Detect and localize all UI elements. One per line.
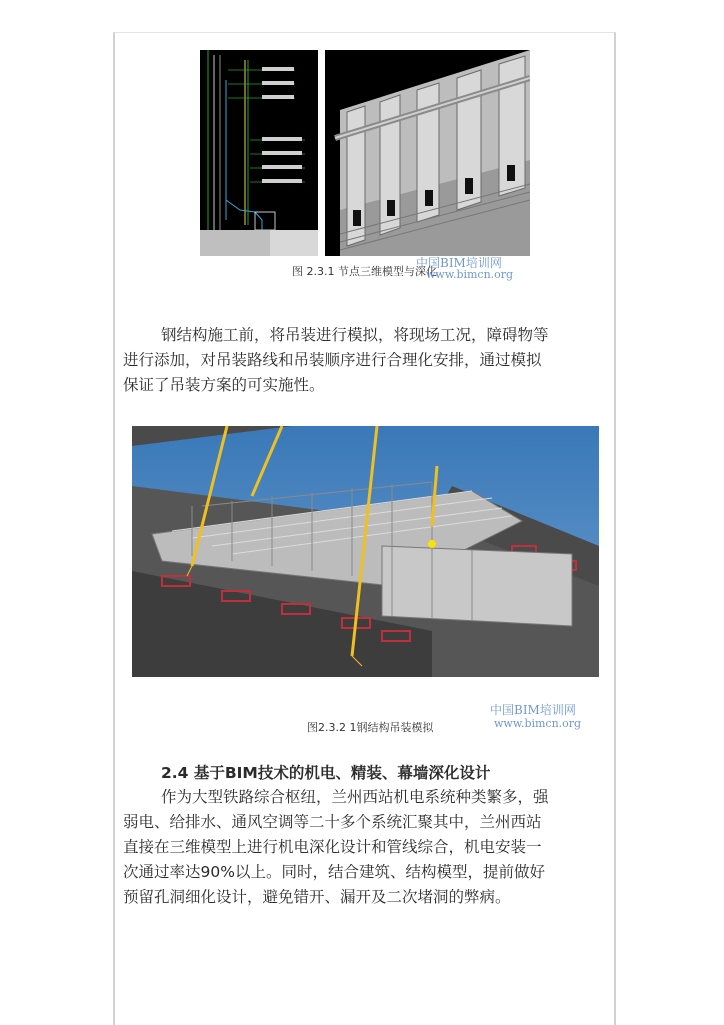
paragraph-line: 作为大型铁路综合枢纽，兰州西站机电系统种类繁多，强 [161, 788, 549, 806]
paragraph-line: 次通过率达90%以上。同时，结合建筑、结构模型，提前做好 [123, 863, 545, 881]
paragraph-line: 弱电、给排水、通风空调等二十多个系统汇聚其中，兰州西站 [123, 813, 542, 831]
paragraph-hoisting-simulation [123, 323, 607, 398]
figure-node-model [200, 50, 530, 280]
figure-steel-hoisting-simulation [132, 426, 599, 677]
paragraph-line: 保证了吊装方案的可实施性。 [123, 376, 325, 394]
figure1-caption: 图 2.3.1 节点三维模型与深化 [292, 265, 437, 278]
paragraph-line: 预留孔洞细化设计，避免错开、漏开及二次堵洞的弊病。 [123, 888, 511, 906]
paragraph-line: 直接在三维模型上进行机电深化设计和管线综合，机电安装一 [123, 838, 542, 856]
figure2-watermark-url: www.bimcn.org [494, 717, 582, 730]
figure1-watermark-cn: 中国BIM培训网 [416, 256, 502, 270]
paragraph-line: 进行添加，对吊装路线和吊装顺序进行合理化安排，通过模拟 [123, 351, 542, 369]
figure2-caption: 图2.3.2 1钢结构吊装模拟 [307, 721, 434, 734]
figure2-caption-area [132, 677, 599, 737]
paragraph-line: 钢结构施工前，将吊装进行模拟，将现场工况，障碍物等 [161, 326, 549, 344]
cad-section-drawing [200, 50, 325, 256]
document-page [113, 32, 616, 1025]
paragraph-mep-design [123, 785, 607, 910]
section-heading: 2.4 基于BIM技术的机电、精装、幕墙深化设计 [161, 764, 491, 782]
figure1-watermark-url: www.bimcn.org [426, 268, 514, 281]
3d-node-render [325, 50, 530, 256]
figure1-caption-area [200, 256, 530, 286]
figure2-watermark-cn: 中国BIM培训网 [490, 703, 576, 717]
